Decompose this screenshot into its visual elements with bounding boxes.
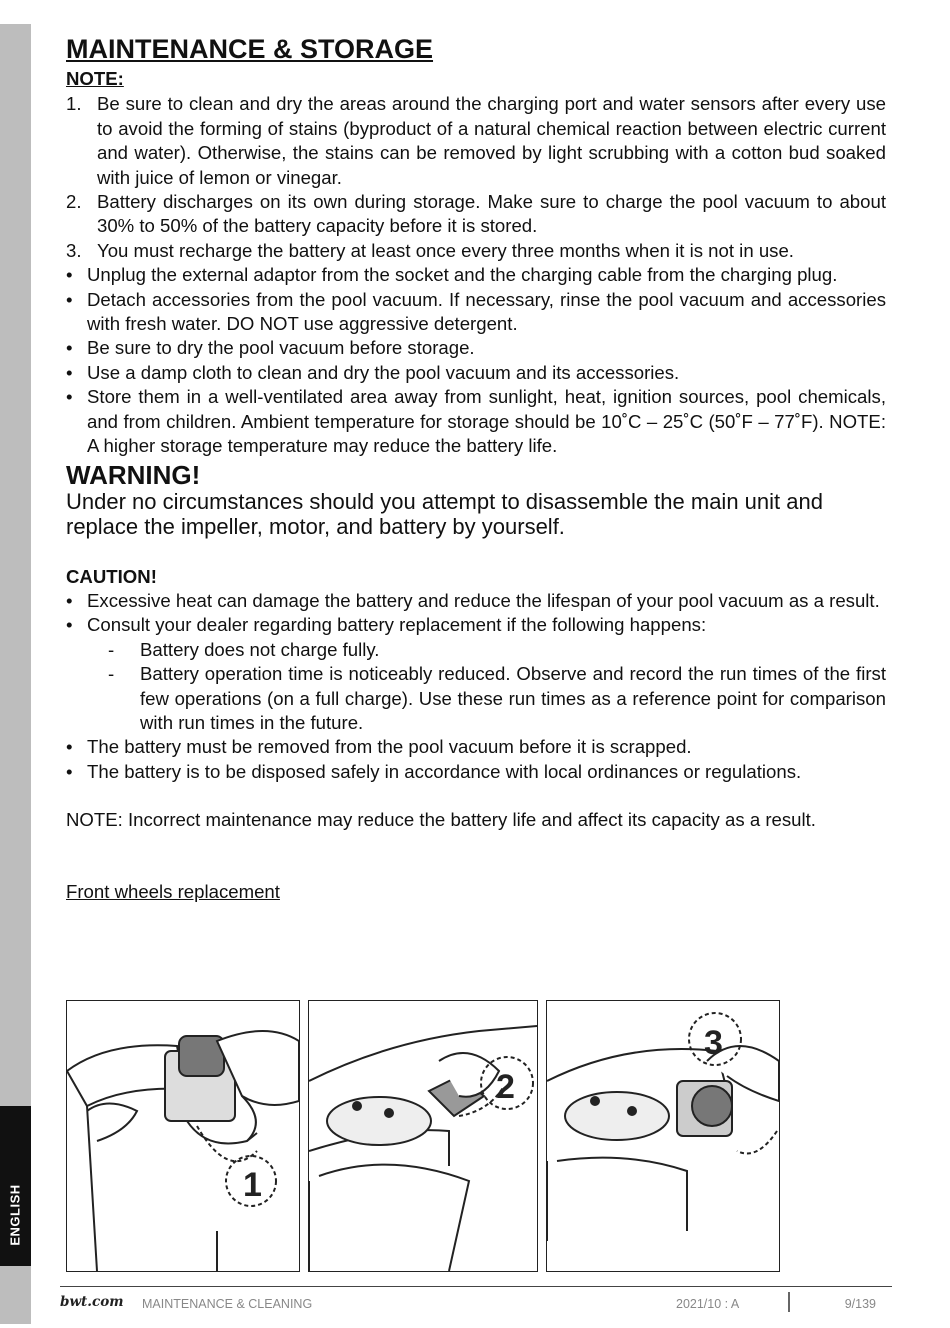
item-text: Be sure to clean and dry the areas around the charging port and water sensors after every use to avoid the forming of stains (byproduct of a natural chemical reaction between electric current and water). Otherwise, the stains can be removed by light scrubbing with a cotton bud soaked with juice of lemon or vinegar.	[97, 93, 886, 188]
dash-icon: -	[108, 638, 115, 660]
bullet-icon: •	[66, 589, 73, 611]
footer-section-title: MAINTENANCE & CLEANING	[142, 1297, 313, 1311]
caution-sub-list	[66, 638, 886, 736]
list-item	[66, 385, 886, 458]
bullet-icon: •	[66, 361, 73, 383]
note-heading: NOTE:	[66, 68, 124, 89]
illustration-drawing	[547, 1001, 779, 1271]
list-item	[66, 735, 886, 759]
wheel-removal-step-1-illustration	[66, 1000, 300, 1272]
wheel-removal-step-2-illustration	[308, 1000, 538, 1272]
bullet-icon: •	[66, 760, 73, 782]
bullet-icon: •	[66, 386, 73, 408]
footer-separator	[788, 1292, 790, 1312]
list-item	[108, 662, 886, 735]
list-item	[66, 263, 886, 287]
warning-text: Under no circumstances should you attempt to disassemble the main unit and replace the impeller, motor, and battery by yourself.	[66, 488, 823, 539]
list-item	[108, 638, 886, 662]
list-item	[66, 239, 886, 263]
step-number: 1	[243, 1166, 262, 1204]
numbered-list	[66, 92, 886, 263]
list-item	[66, 361, 886, 385]
final-note: NOTE: Incorrect maintenance may reduce the battery life and affect its capacity as a result.	[66, 809, 816, 831]
step-number: 2	[496, 1068, 515, 1106]
item-number: 2.	[66, 191, 82, 213]
dash-icon: -	[108, 663, 115, 685]
page-title: MAINTENANCE & STORAGE	[66, 34, 434, 64]
item-text: Use a damp cloth to clean and dry the pool vacuum and its accessories.	[87, 361, 680, 383]
illustration-drawing	[67, 1001, 299, 1271]
page-footer	[60, 1294, 892, 1318]
item-text: Consult your dealer regarding battery replacement if the following happens:	[87, 614, 707, 636]
item-text: The battery is to be disposed safely in accordance with local ordinances or regulations.	[87, 760, 802, 782]
item-text: Battery operation time is noticeably reduced. Observe and record the run times of the first few operations (on a full charge). Use these run times as a reference point for comparison with run times in the future.	[140, 663, 886, 733]
page-number: 9/139	[844, 1297, 876, 1311]
list-item	[66, 589, 886, 613]
bullet-list	[66, 263, 886, 458]
list-item	[66, 613, 886, 637]
item-text: Battery discharges on its own during storage. Make sure to charge the pool vacuum to about 30% to 50% of the battery capacity before it is stored.	[97, 191, 886, 237]
bullet-icon: •	[66, 288, 73, 310]
list-item	[66, 92, 886, 190]
bullet-icon: •	[66, 337, 73, 359]
caution-list	[66, 589, 886, 638]
language-label: ENGLISH	[7, 1184, 23, 1246]
item-number: 1.	[66, 93, 82, 115]
illustration-row	[66, 1000, 886, 1270]
footer-divider	[60, 1286, 892, 1287]
footer-date: 2021/10 : A	[676, 1297, 740, 1311]
bullet-icon: •	[66, 614, 73, 636]
item-text: Store them in a well-ventilated area away from sunlight, heat, ignition sources, pool chemicals, and from children. Ambient temperature for storage should be 10˚C – 25˚C (50˚F – 77˚F). NOTE: A higher storage temperature may reduce the battery life.	[87, 386, 886, 457]
front-wheels-replacement-heading: Front wheels replacement	[66, 880, 280, 902]
item-text: You must recharge the battery at least once every three months when it is not in use.	[97, 239, 794, 261]
warning-title: WARNING!	[66, 459, 201, 490]
step-number: 3	[704, 1024, 723, 1062]
list-item	[66, 190, 886, 239]
bullet-icon: •	[66, 264, 73, 286]
caution-heading: CAUTION!	[66, 565, 157, 587]
item-text: Detach accessories from the pool vacuum. If necessary, rinse the pool vacuum and accessories with fresh water. DO NOT use aggressive detergent.	[87, 288, 886, 335]
item-text: Unplug the external adaptor from the socket and the charging cable from the charging plug.	[87, 264, 838, 286]
bullet-icon: •	[66, 736, 73, 758]
brand-logo: bwt.com	[60, 1294, 124, 1310]
item-text: Be sure to dry the pool vacuum before storage.	[87, 337, 475, 359]
caution-list-2	[66, 735, 886, 784]
wheel-removal-step-3-illustration	[546, 1000, 780, 1272]
list-item	[66, 336, 886, 360]
list-item	[66, 288, 886, 337]
list-item	[66, 760, 886, 784]
item-text: Battery does not charge fully.	[140, 638, 380, 660]
item-number: 3.	[66, 239, 82, 261]
item-text: The battery must be removed from the pool vacuum before it is scrapped.	[87, 736, 692, 758]
main-content	[66, 32, 886, 904]
item-text: Excessive heat can damage the battery and reduce the lifespan of your pool vacuum as a result.	[87, 589, 880, 611]
illustration-drawing	[309, 1001, 537, 1271]
